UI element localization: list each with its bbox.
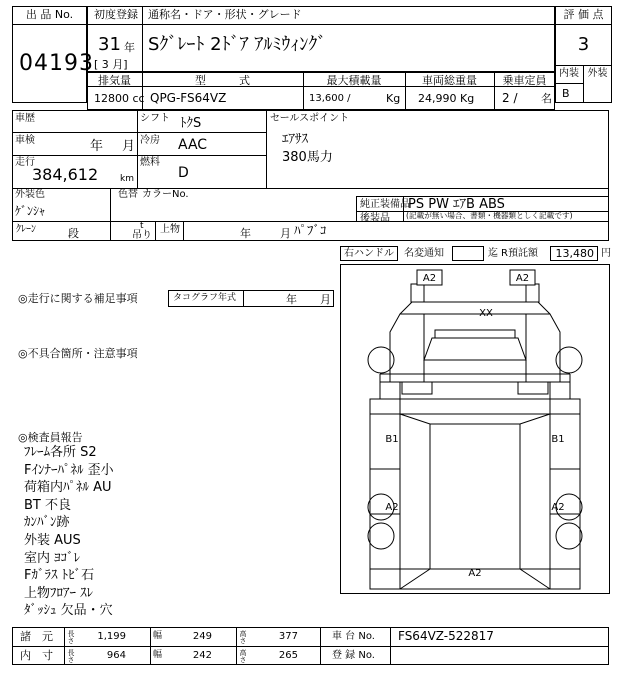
grade-label: 評 価 点 <box>563 8 604 21</box>
damage-mark-side-left: B1 <box>385 434 399 445</box>
first-reg-month: [ 3 月] <box>94 58 128 71</box>
ext-color-label: 外装色 <box>15 189 45 200</box>
tacho-year: 年 <box>286 293 297 306</box>
body-maker: ﾊﾟﾌﾞｺ <box>294 224 327 239</box>
model-value: QPG-FS64VZ <box>150 91 227 105</box>
max-load-label: 最大積載量 <box>326 74 382 87</box>
displacement-label: 排気量 <box>98 74 131 87</box>
outer-len-label: 長さ <box>67 630 75 644</box>
inspection-year: 年 <box>90 139 104 154</box>
mileage-value: 384,612 <box>32 165 99 184</box>
inner-height-value: 265 <box>278 650 298 661</box>
inner-dims-label: 内 寸 <box>20 649 53 662</box>
shift-label: シフト <box>140 113 170 124</box>
history-label: 車歴 <box>15 113 35 124</box>
name-change-label: 名変通知 <box>404 248 444 259</box>
chassis-label: 車 台 No. <box>332 631 375 642</box>
damage-mark-side-right: B1 <box>551 434 565 445</box>
ext-color-value: ｹﾞﾝｼｬ <box>15 204 46 218</box>
inspector-item: 荷箱内ﾊﾟﾈﾙ AU <box>24 480 112 496</box>
inspection-label: 車検 <box>15 135 35 146</box>
mileage-unit: km <box>120 174 134 184</box>
year-unit: 年 <box>124 41 135 54</box>
recycle-label: R預託額 <box>501 248 538 259</box>
lot-number: 04193 <box>19 51 94 76</box>
mileage-label: 走行 <box>15 157 35 168</box>
tachograph-label: タコグラフ年式 <box>173 293 237 303</box>
gross-weight-value: 24,990 Kg <box>418 92 475 105</box>
outer-height-label: 高さ <box>239 630 247 644</box>
inspector-item: BT 不良 <box>24 497 71 513</box>
first-reg-label: 初度登録 <box>94 8 138 21</box>
aftermarket-note: (記載が無い場合、書類・機器類としく記載です) <box>406 212 573 221</box>
driving-label: ◎走行に関する補足事項 <box>18 292 138 305</box>
body-label: 上物 <box>160 224 180 235</box>
damage-mark-rear-left: A2 <box>385 502 399 513</box>
crane-stage: 段 <box>68 227 79 240</box>
fuel-value: D <box>178 165 189 181</box>
damage-mark-mirror-left: A2 <box>422 273 437 284</box>
vehicle-name: Sｸﾞﾚｰﾄ 2ﾄﾞｱ ｱﾙﾐｳｨﾝｸﾞ <box>148 34 327 55</box>
capacity-unit: 名 <box>541 92 552 105</box>
color-code-label: カラーNo. <box>142 189 189 200</box>
crane-label: ｸﾚｰﾝ <box>16 224 36 235</box>
color-no-label: 色替 <box>118 189 138 200</box>
inspector-label: ◎検査員報告 <box>18 431 83 444</box>
body-month: 月 <box>280 227 291 240</box>
crane-ton: t <box>140 221 144 231</box>
vehicle-label: 通称名・ドア・形状・グレード <box>148 8 302 21</box>
ac-value: AAC <box>178 137 208 153</box>
defects-label: ◎不具合箇所・注意事項 <box>18 347 138 360</box>
outer-width-value: 249 <box>192 631 212 642</box>
inspector-item: Fｶﾞﾗｽ ﾄﾋﾞ石 <box>24 568 95 584</box>
body-year: 年 <box>240 227 251 240</box>
inner-len-value: 964 <box>106 650 126 661</box>
delivery-label: 迄 <box>488 248 498 259</box>
inner-width-value: 242 <box>192 650 212 661</box>
shift-value: ﾄｸS <box>180 116 202 131</box>
sales-label: セールスポイント <box>270 113 350 124</box>
displacement-value: 12800 cc <box>94 92 145 105</box>
chassis-value: FS64VZ-522817 <box>398 629 494 643</box>
inner-len-label: 長さ <box>67 649 75 663</box>
equipment-value: PS PW ｴｱB ABS <box>408 197 505 212</box>
sales-point-2: 380馬力 <box>282 150 333 165</box>
inspector-item: 外装 AUS <box>24 533 81 548</box>
inspector-item: ﾌﾚｰﾑ各所 S2 <box>24 445 97 460</box>
lot-label: 出 品 No. <box>25 8 74 21</box>
name-change-field <box>452 246 484 261</box>
grade-value: 3 <box>577 34 590 55</box>
outer-dims-label: 諸 元 <box>20 630 53 643</box>
recycle-unit: 円 <box>601 248 611 259</box>
damage-mark-rear-right: A2 <box>551 502 565 513</box>
inspector-item: 上物ﾌﾛｱｰ ｽﾚ <box>24 585 94 601</box>
inspector-item: ﾀﾞｯｼｭ 欠品・穴 <box>24 603 113 619</box>
inspector-item: 室内 ﾖｺﾞﾚ <box>24 550 81 566</box>
max-load-unit: Kg <box>386 92 401 105</box>
fuel-label: 燃料 <box>140 157 160 168</box>
interior-grade: B <box>562 87 570 100</box>
damage-mark-cab-roof: XX <box>479 308 493 319</box>
aftermarket-label: 後装品 <box>360 213 390 224</box>
damage-mark-mirror-right: A2 <box>515 273 530 284</box>
inner-width-label: 幅 <box>153 650 163 660</box>
truck-diagram <box>340 264 610 594</box>
inspector-item: ｶﾝﾊﾞﾝ跡 <box>24 515 70 531</box>
inspector-item: Fｲﾝﾅｰﾊﾟﾈﾙ 歪小 <box>24 462 114 478</box>
max-load-value: 13,600 / <box>309 93 351 104</box>
outer-len-value: 1,199 <box>97 631 126 642</box>
equipment-label: 純正装備品 <box>360 199 410 210</box>
recycle-value: 13,480 <box>555 247 594 260</box>
inspection-month: 月 <box>122 139 136 154</box>
capacity-value: 2 / <box>502 91 518 105</box>
ac-label: 冷房 <box>140 135 160 146</box>
exterior-label: 外装 <box>587 68 608 79</box>
outer-width-label: 幅 <box>153 631 163 641</box>
outer-height-value: 377 <box>278 631 298 642</box>
first-reg-year: 31 <box>98 34 121 55</box>
reg-label: 登 録 No. <box>332 650 375 661</box>
sales-point-1: ｴｱｻｽ <box>282 132 308 147</box>
gross-weight-label: 車両総重量 <box>422 74 477 87</box>
model-label: 型 式 <box>195 74 250 87</box>
crane-hang: 吊り <box>132 230 152 241</box>
interior-label: 内装 <box>559 68 579 79</box>
inner-height-label: 高さ <box>239 649 247 663</box>
tacho-month: 月 <box>320 293 331 306</box>
drive-side: 右ハンドル <box>344 248 394 259</box>
damage-mark-rear-door: A2 <box>468 568 482 579</box>
capacity-label: 乗車定員 <box>502 74 547 87</box>
